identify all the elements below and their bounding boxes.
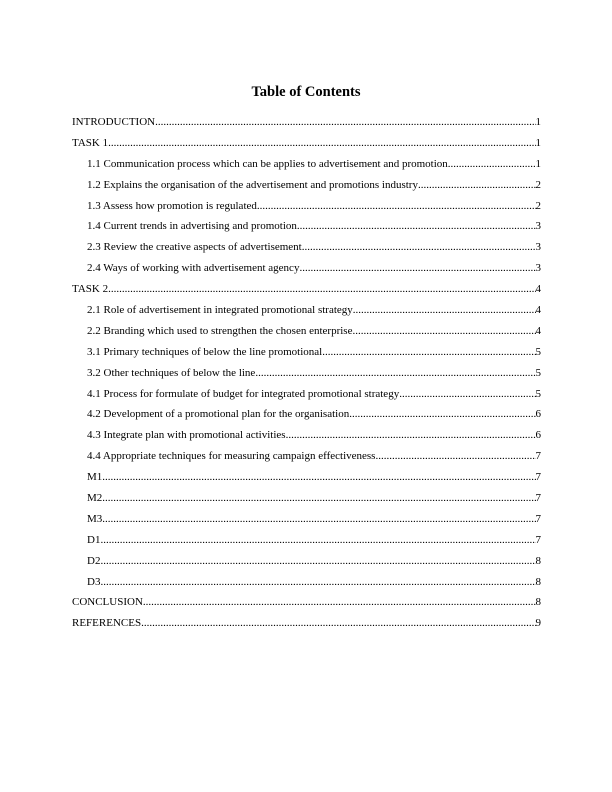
toc-entry-text[interactable]: 2.4 Ways of working with advertisement agency [87, 262, 300, 275]
toc-entry[interactable] [72, 321, 541, 342]
toc-page-number[interactable]: 1 [535, 136, 541, 149]
toc-entry[interactable] [72, 467, 541, 488]
toc-page-number[interactable]: 2 [535, 178, 541, 191]
toc-entry-text[interactable]: 3.1 Primary techniques of below the line promotional [87, 345, 323, 358]
toc-entry[interactable] [72, 446, 541, 467]
toc-page-number[interactable]: 3 [535, 220, 541, 233]
toc-page-number[interactable]: 5 [535, 366, 541, 379]
toc-leader-dots [448, 154, 536, 175]
toc-entry[interactable] [72, 509, 541, 530]
toc-page-number[interactable]: 2 [535, 199, 541, 212]
toc-page-number[interactable]: 4 [535, 304, 541, 317]
toc-page-number[interactable]: 5 [535, 345, 541, 358]
toc-entry[interactable] [72, 216, 541, 237]
toc-leader-dots [375, 446, 535, 467]
toc-entry-text[interactable]: 2.2 Branding which used to strengthen the chosen enterprise [87, 324, 353, 337]
toc-leader-dots [155, 112, 535, 133]
toc-entry[interactable] [72, 175, 541, 196]
toc-leader-dots [102, 488, 535, 509]
toc-entry[interactable] [72, 572, 541, 593]
toc-entry[interactable] [72, 237, 541, 258]
toc-leader-dots [141, 613, 535, 634]
toc-entry-text[interactable]: 1.3 Assess how promotion is regulated [87, 199, 257, 212]
toc-entry-text[interactable]: 2.1 Role of advertisement in integrated promotional strategy [87, 304, 353, 317]
toc-entry[interactable] [72, 530, 541, 551]
toc-leader-dots [299, 258, 535, 279]
table-of-contents [72, 112, 541, 634]
toc-leader-dots [353, 300, 536, 321]
toc-leader-dots [108, 279, 535, 300]
toc-page-number[interactable]: 7 [535, 492, 541, 505]
toc-leader-dots [100, 572, 535, 593]
toc-leader-dots [108, 133, 535, 154]
toc-page-number[interactable]: 7 [535, 512, 541, 525]
toc-entry-text[interactable]: TASK 1 [72, 136, 109, 149]
toc-entry-text[interactable]: 4.2 Development of a promotional plan for the organisation [87, 408, 350, 421]
toc-entry-text[interactable]: D1 [87, 533, 101, 546]
toc-entry-text[interactable]: 4.4 Appropriate techniques for measuring campaign effectiveness [87, 450, 376, 463]
toc-entry[interactable] [72, 279, 541, 300]
toc-page-number[interactable]: 4 [535, 324, 541, 337]
toc-entry-text[interactable]: INTRODUCTION [72, 116, 156, 128]
toc-entry[interactable] [72, 363, 541, 384]
toc-entry-text[interactable]: 2.3 Review the creative aspects of advertisement [87, 241, 302, 254]
toc-entry[interactable] [72, 196, 541, 217]
toc-leader-dots [352, 321, 535, 342]
toc-entry-text[interactable]: 4.3 Integrate plan with promotional activities [87, 429, 286, 442]
toc-entry-text[interactable]: M1 [87, 471, 103, 484]
toc-entry[interactable] [72, 613, 541, 634]
toc-leader-dots [257, 196, 536, 217]
toc-entry[interactable] [72, 133, 541, 154]
toc-entry-text[interactable]: D3 [87, 575, 101, 588]
toc-entry-text[interactable]: M2 [87, 492, 103, 505]
toc-entry[interactable] [72, 154, 541, 175]
toc-leader-dots [255, 363, 535, 384]
toc-page-number[interactable]: 5 [535, 387, 541, 400]
toc-leader-dots [100, 530, 535, 551]
toc-page-number[interactable]: 3 [535, 241, 541, 254]
toc-page-number[interactable]: 8 [535, 575, 541, 588]
toc-entry-text[interactable]: 1.4 Current trends in advertising and promotion [87, 220, 297, 233]
toc-entry[interactable] [72, 384, 541, 405]
toc-entry-text[interactable]: 3.2 Other techniques of below the line [87, 366, 256, 379]
toc-entry-text[interactable]: 1.1 Communication process which can be applies to advertisement and promotion [87, 157, 448, 170]
toc-page-number[interactable]: 4 [535, 283, 541, 296]
toc-leader-dots [143, 592, 536, 613]
toc-entry[interactable] [72, 592, 541, 613]
toc-page-number[interactable]: 8 [535, 596, 541, 609]
toc-entry[interactable] [72, 300, 541, 321]
toc-entry-text[interactable]: CONCLUSION [72, 596, 143, 609]
toc-leader-dots [399, 384, 535, 405]
toc-leader-dots [418, 175, 536, 196]
toc-page-number[interactable]: 7 [535, 533, 541, 546]
toc-page-number[interactable]: 1 [535, 157, 541, 170]
toc-page-number[interactable]: 7 [535, 450, 541, 463]
toc-page-number[interactable]: 7 [535, 471, 541, 484]
toc-entry[interactable] [72, 112, 541, 133]
toc-entry[interactable] [72, 488, 541, 509]
toc-page-number[interactable]: 3 [535, 262, 541, 275]
toc-leader-dots [302, 237, 536, 258]
toc-title: Table of Contents [251, 84, 361, 100]
toc-entry-text[interactable]: 1.2 Explains the organisation of the advertisement and promotions industry [87, 178, 418, 191]
toc-entry[interactable] [72, 342, 541, 363]
toc-page-number[interactable]: 1 [535, 116, 541, 128]
toc-entry-text[interactable]: REFERENCES [72, 617, 142, 630]
toc-page-number[interactable]: 8 [535, 554, 541, 567]
toc-leader-dots [297, 216, 536, 237]
toc-leader-dots [286, 425, 536, 446]
toc-leader-dots [102, 467, 535, 488]
toc-entry-text[interactable]: 4.1 Process for formulate of budget for integrated promotional strategy [87, 387, 400, 400]
toc-entry[interactable] [72, 258, 541, 279]
toc-page-number[interactable]: 9 [535, 617, 541, 630]
toc-leader-dots [102, 509, 535, 530]
toc-entry[interactable] [72, 425, 541, 446]
toc-entry[interactable] [72, 551, 541, 572]
toc-entry-text[interactable]: M3 [87, 512, 103, 525]
toc-entry-text[interactable]: TASK 2 [72, 283, 109, 296]
toc-entry-text[interactable]: D2 [87, 554, 101, 567]
toc-leader-dots [100, 551, 535, 572]
toc-page-number[interactable]: 6 [535, 408, 541, 421]
toc-leader-dots [322, 342, 535, 363]
toc-entry[interactable] [72, 404, 541, 425]
toc-page-number[interactable]: 6 [535, 429, 541, 442]
toc-leader-dots [349, 404, 535, 425]
